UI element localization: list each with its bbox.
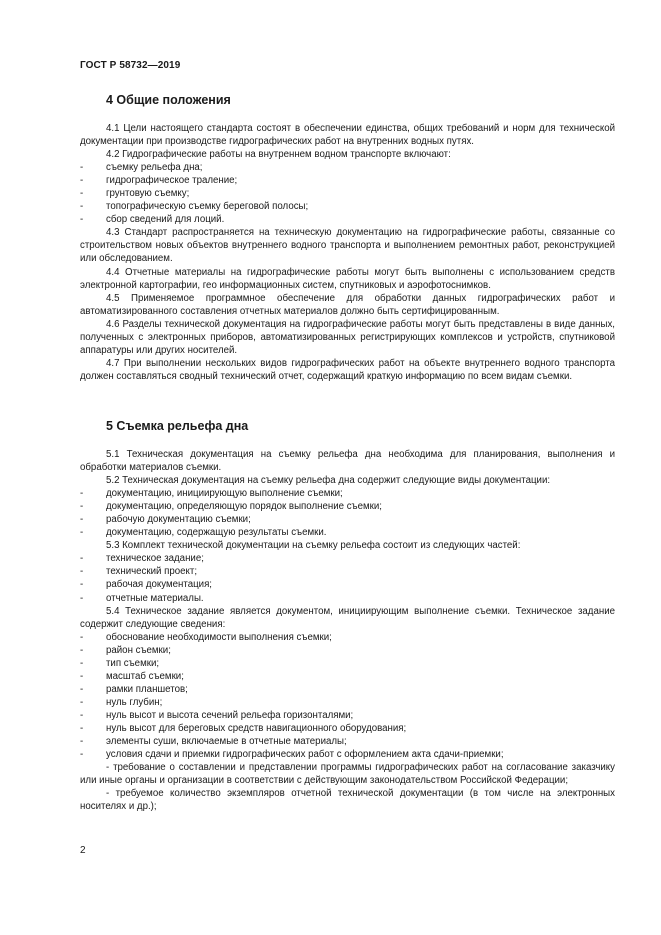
list-item-requirement-copies: - требуемое количество экземпляров отчетной технической документации (в том числе на электронных носителях и др.); <box>80 787 615 813</box>
paragraph-4-4: 4.4 Отчетные материалы на гидрографические работы могут быть выполнены с использованием средств электронной картографии, гео информационных систем, спутниковых и аэрофотоснимков. <box>80 266 615 291</box>
section-4-title: 4 Общие положения <box>106 93 231 107</box>
section-5-title: 5 Съемка рельефа дна <box>106 419 249 433</box>
section-5-body <box>80 448 615 813</box>
list-item: - съемку рельефа дна; <box>80 161 615 174</box>
list-item: - рабочая документация; <box>80 578 615 591</box>
list-item: - условия сдачи и приемки гидрографических работ с оформлением акта сдачи-приемки; <box>80 748 615 761</box>
list-item: - нуль высот для береговых средств навигационного оборудования; <box>80 722 615 735</box>
paragraph-5-3: 5.3 Комплект технической документации на съемку рельефа состоит из следующих частей: <box>106 540 521 552</box>
list-item: - рабочую документацию съемки; <box>80 513 615 526</box>
page-number: 2 <box>80 845 86 856</box>
paragraph-5-2: 5.2 Техническая документация на съемку рельефа дна содержит следующие виды документации: <box>106 475 551 487</box>
paragraph-5-1: 5.1 Техническая документация на съемку рельефа дна необходима для планирования, выполнения и обработки материалов съемки. <box>80 449 615 474</box>
list-item: - гидрографическое траление; <box>80 174 615 187</box>
section-4-body <box>80 122 615 383</box>
paragraph-4-2: 4.2 Гидрографические работы на внутреннем водном транспорте включают: <box>106 149 451 161</box>
paragraph-4-1: 4.1 Цели настоящего стандарта состоят в обеспечении единства, общих требований и норм для технической документации при производстве гидрографических работ на внутренних водных путях. <box>80 123 615 148</box>
list-item: - документацию, содержащую результаты съемки. <box>80 526 615 539</box>
list-item-requirement-program: - требование о составлении и представлении программы гидрографических работ на согласование заказчику или иные органы и организации в соответствии с действующим законодательством Российской Федерации; <box>80 761 615 787</box>
list-item: - сбор сведений для лоций. <box>80 213 615 226</box>
paragraph-4-7: 4.7 При выполнении нескольких видов гидрографических работ на объекте внутреннего водного транспорта должен составляться сводный технический отчет, содержащий краткую информацию по всем видам съемки. <box>80 357 615 382</box>
list-item: - рамки планшетов; <box>80 683 615 696</box>
list-item: - грунтовую съемку; <box>80 187 615 200</box>
list-item: - нуль глубин; <box>80 696 615 709</box>
list-item: - элементы суши, включаемые в отчетные материалы; <box>80 735 615 748</box>
paragraph-5-4: 5.4 Техническое задание является документом, инициирующим выполнение съемки. Техническое задание содержит следующие сведения: <box>80 605 615 630</box>
list-item: - документацию, определяющую порядок выполнение съемки; <box>80 500 615 513</box>
list-item: - тип съемки; <box>80 657 615 670</box>
paragraph-4-5: 4.5 Применяемое программное обеспечение для обработки данных гидрографических работ и автоматизированного составления отчетных материалов должно быть сертифицированным. <box>80 292 615 317</box>
paragraph-4-3: 4.3 Стандарт распространяется на техническую документацию на гидрографические работы, связанные со строительством новых объектов внутреннего водного транспорта и выполнением ремонтных работ, реконструкцией или обследованием. <box>80 227 615 265</box>
list-item: - масштаб съемки; <box>80 670 615 683</box>
list-item: - район съемки; <box>80 644 615 657</box>
list-item: - топографическую съемку береговой полосы; <box>80 200 615 213</box>
list-item: - отчетные материалы. <box>80 592 615 605</box>
list-item: - технический проект; <box>80 565 615 578</box>
paragraph-4-6: 4.6 Разделы технической документация на гидрографические работы могут быть представлены в виде данных, полученных с электронных приборов, автоматизированных регистрирующих комплексов и устройств, спутниковой аппаратуры или других носителей. <box>80 318 615 356</box>
list-item: - документацию, инициирующую выполнение съемки; <box>80 487 615 500</box>
list-item: - нуль высот и высота сечений рельефа горизонталями; <box>80 709 615 722</box>
document-header: ГОСТ Р 58732—2019 <box>80 60 181 71</box>
list-item: - техническое задание; <box>80 552 615 565</box>
list-item: - обоснование необходимости выполнения съемки; <box>80 631 615 644</box>
